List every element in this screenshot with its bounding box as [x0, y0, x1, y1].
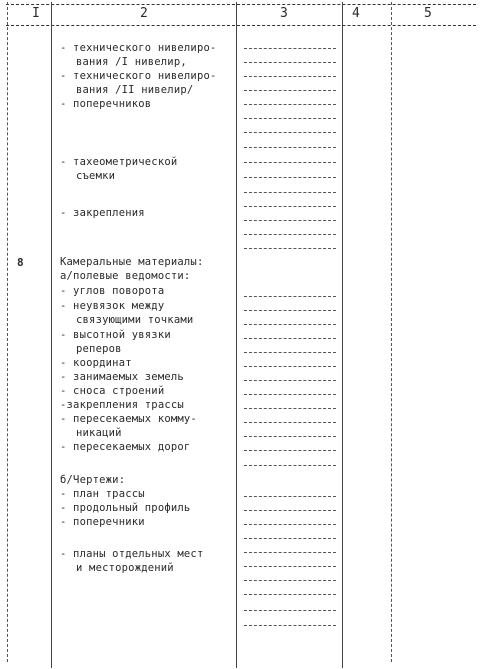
fill-in-blank	[244, 422, 336, 423]
fill-in-blank	[244, 510, 336, 511]
fill-in-blank	[244, 118, 336, 119]
text-line: - сноса строений	[60, 385, 165, 397]
text-line: - технического нивелиро-	[60, 70, 217, 82]
fill-in-blank	[244, 234, 336, 235]
text-line: вания /I нивелир,	[76, 56, 187, 68]
column-rule-4-5	[391, 2, 392, 662]
fill-in-blank	[244, 408, 336, 409]
text-line: - высотной увязки	[60, 329, 171, 341]
text-line: - координат	[60, 357, 132, 369]
fill-in-blank	[244, 177, 336, 178]
text-line: никаций	[76, 427, 122, 439]
column-header-4: 4	[352, 6, 360, 21]
text-line: - тахеометрической	[60, 156, 178, 168]
fill-in-blank	[244, 248, 336, 249]
fill-in-blank	[244, 206, 336, 207]
fill-in-blank	[244, 524, 336, 525]
fill-in-blank	[244, 62, 336, 63]
text-line: Камеральные материалы:	[60, 256, 204, 268]
fill-in-blank	[244, 48, 336, 49]
text-line: - планы отдельных мест	[60, 548, 204, 560]
text-line: - план трассы	[60, 488, 145, 500]
fill-in-blank	[244, 310, 336, 311]
text-line: б/Чертежи:	[60, 474, 126, 486]
fill-in-blank	[244, 338, 336, 339]
fill-in-blank	[244, 380, 336, 381]
fill-in-blank	[244, 450, 336, 451]
text-line: - поперечников	[60, 98, 152, 110]
column-rule-2-3	[236, 2, 237, 668]
text-line: - занимаемых земель	[60, 371, 184, 383]
fill-in-blank	[244, 552, 336, 553]
fill-in-blank	[244, 496, 336, 497]
fill-in-blank	[244, 436, 336, 437]
text-line: -закрепления трассы	[60, 399, 184, 411]
fill-in-blank	[244, 394, 336, 395]
row-number: 8	[17, 256, 24, 269]
fill-in-blank	[244, 366, 336, 367]
fill-in-blank	[244, 296, 336, 297]
column-header-2: 2	[140, 6, 148, 21]
fill-in-blank	[244, 162, 336, 163]
text-line: - углов поворота	[60, 285, 165, 297]
fill-in-blank	[244, 465, 336, 466]
fill-in-blank	[244, 220, 336, 221]
fill-in-blank	[244, 104, 336, 105]
fill-in-blank	[244, 594, 336, 595]
fill-in-blank	[244, 566, 336, 567]
fill-in-blank	[244, 76, 336, 77]
fill-in-blank	[244, 132, 336, 133]
text-line: съемки	[76, 170, 116, 182]
fill-in-blank	[244, 147, 336, 148]
text-line: - пересекаемых дорог	[60, 441, 191, 453]
fill-in-blank	[244, 610, 336, 611]
text-line: - закрепления	[60, 207, 145, 219]
text-line: связующими точками	[76, 314, 194, 326]
text-line: и месторождений	[76, 562, 174, 574]
column-header-1: I	[32, 6, 40, 21]
fill-in-blank	[244, 192, 336, 193]
header-bottom-rule	[6, 25, 476, 26]
column-rule-1-2	[51, 2, 52, 668]
fill-in-blank	[244, 324, 336, 325]
text-line: - технического нивелиро-	[60, 42, 217, 54]
column-header-3: 3	[280, 6, 288, 21]
header-top-rule	[6, 4, 476, 5]
fill-in-blank	[244, 90, 336, 91]
text-line: - продольный профиль	[60, 502, 191, 514]
column-rule-left	[7, 2, 8, 662]
column-header-5: 5	[424, 6, 432, 21]
text-line: а/полевые ведомости:	[60, 270, 191, 282]
text-line: вания /II нивелир/	[76, 84, 194, 96]
fill-in-blank	[244, 538, 336, 539]
fill-in-blank	[244, 580, 336, 581]
text-line: - неувязок между	[60, 300, 165, 312]
column-rule-3-4	[342, 2, 343, 668]
fill-in-blank	[244, 352, 336, 353]
text-line: - пересекаемых комму-	[60, 413, 197, 425]
text-line: реперов	[76, 343, 122, 355]
text-line: - поперечники	[60, 516, 145, 528]
fill-in-blank	[244, 625, 336, 626]
